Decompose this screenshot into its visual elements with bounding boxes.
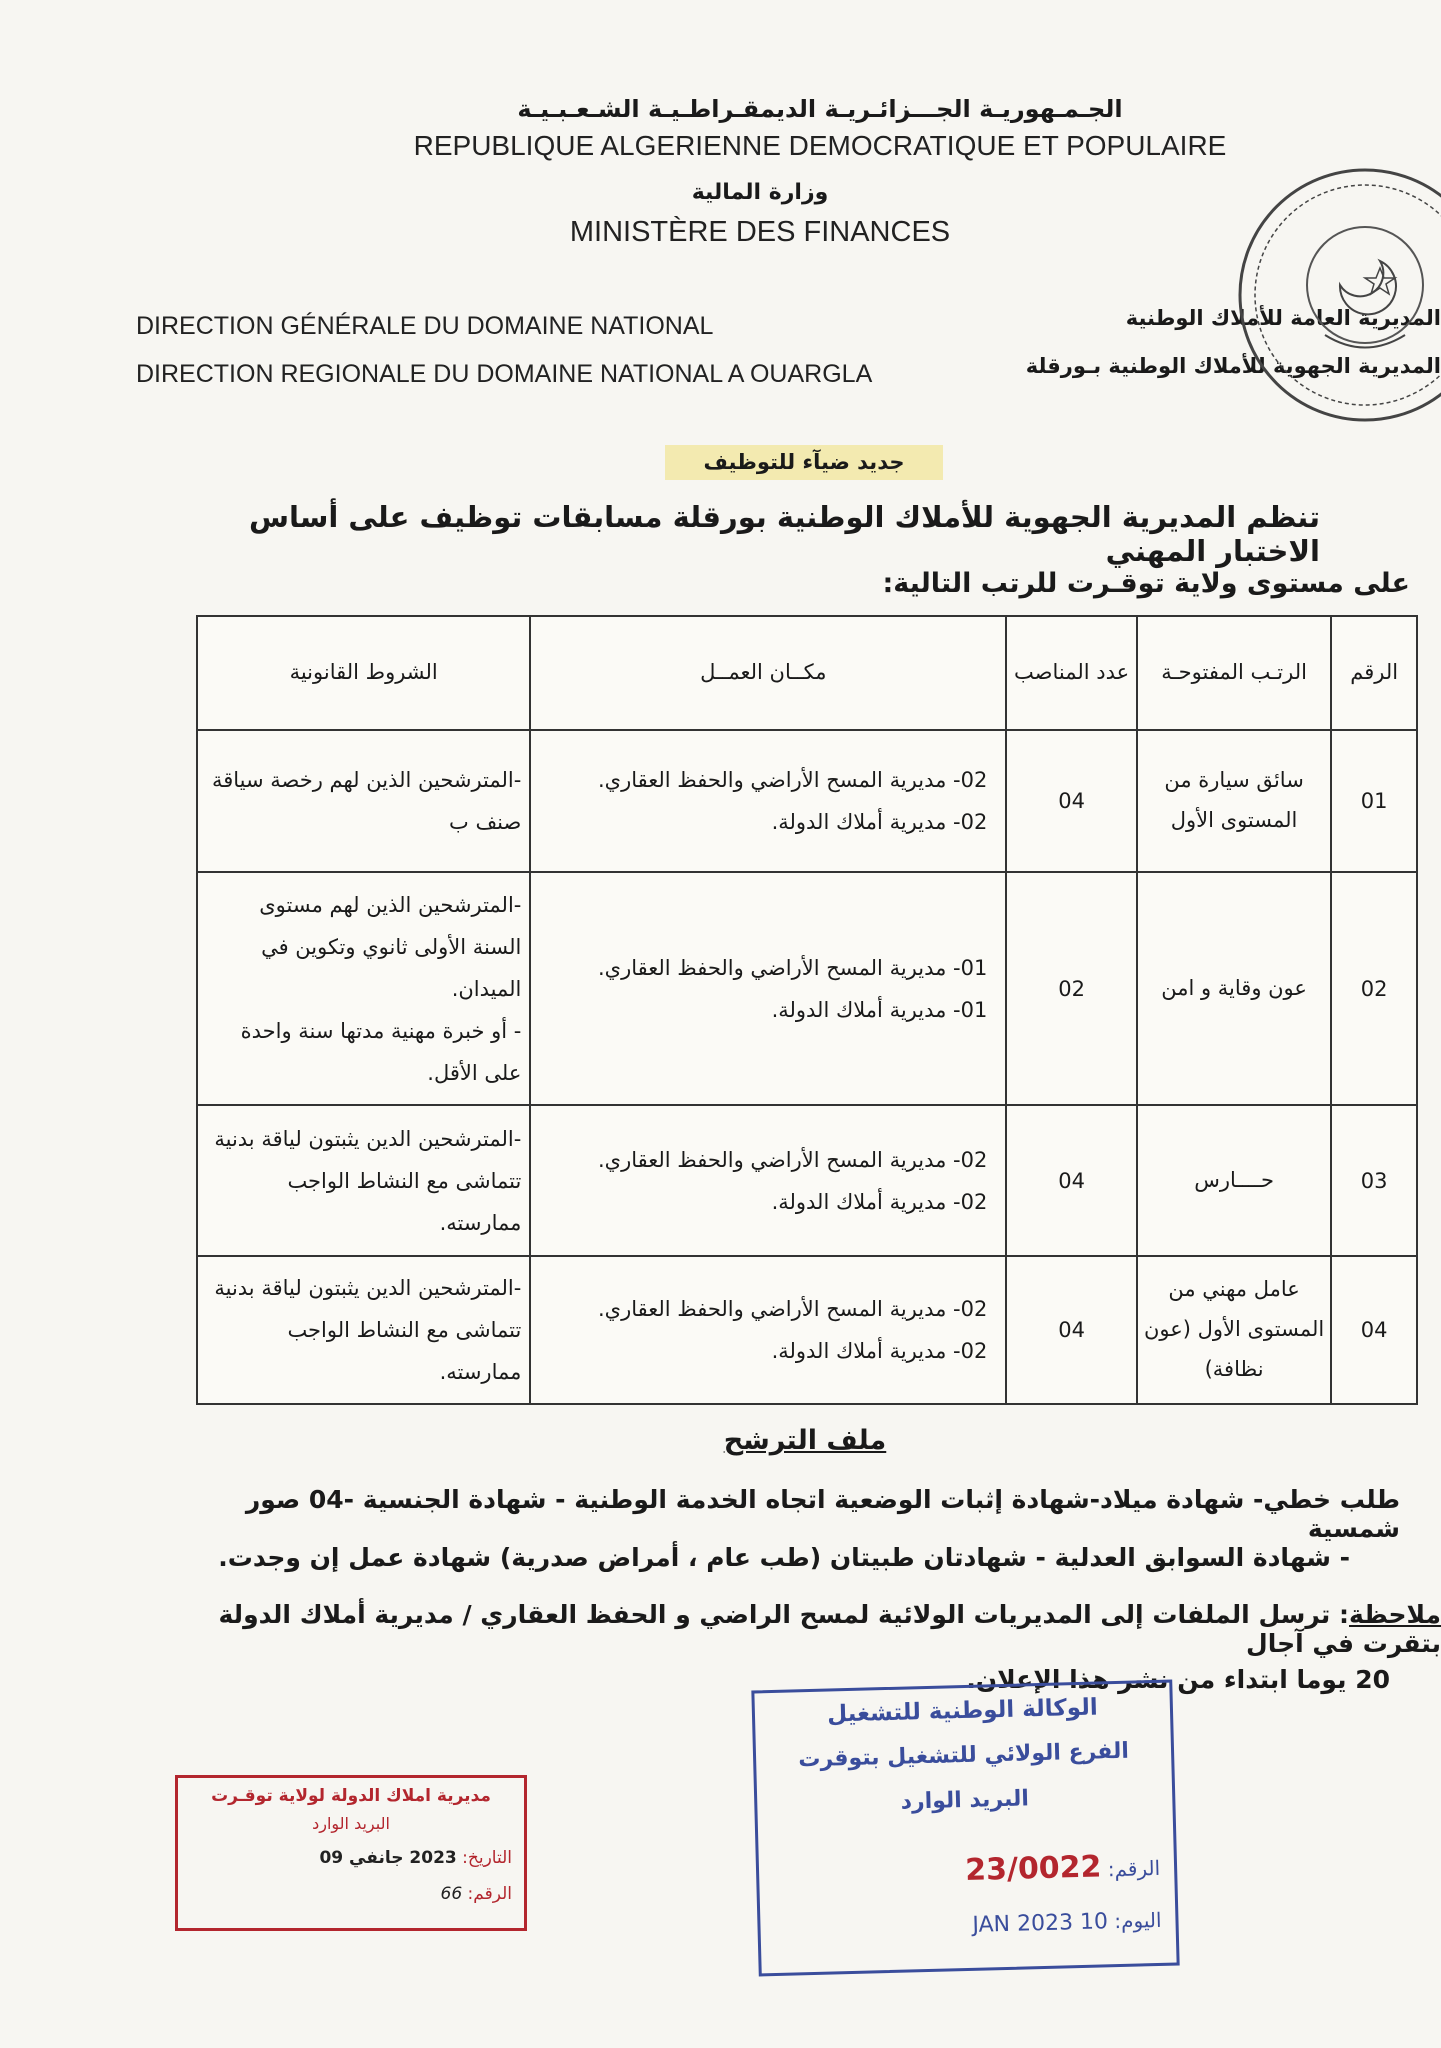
row-rank: حــــارس [1137, 1105, 1332, 1256]
stamp-red-num: 66 [440, 1884, 463, 1904]
stamp-blue-num: 23/0022 [964, 1849, 1102, 1889]
row-conditions: -المترشحين الذين لهم رخصة سياقة صنف ب [197, 730, 530, 872]
note-label: ملاحظة [1349, 1600, 1441, 1629]
dossier-title: ملف الترشح [723, 1425, 887, 1456]
place-line: 02- مديرية المسح الأراضي والحفظ العقاري. [597, 768, 988, 792]
stamp-red-mail: البريد الوارد [312, 1814, 390, 1833]
row-count: 04 [1006, 730, 1136, 872]
employment-agency-stamp-blue [751, 1680, 1179, 1977]
header-count: عدد المناصب [1006, 616, 1136, 730]
stamp-blue-date: 10 JAN 2023 [972, 1909, 1109, 1938]
row-rank: عامل مهني من المستوى الأول (عون نظافة) [1137, 1256, 1332, 1404]
table-row [197, 872, 1417, 1105]
ministry-title-fr: MINISTÈRE DES FINANCES [569, 216, 951, 248]
incoming-mail-stamp-red [175, 1775, 527, 1931]
row-conditions: -المترشحين الدين يثبتون لياقة بدنية تتماشى مع النشاط الواجب ممارسته. [197, 1105, 530, 1256]
stamp-red-org: مديرية املاك الدولة لولاية توقـرت [211, 1786, 491, 1806]
dossier-line-1: طلب خطي- شهادة ميلاد-شهادة إثبات الوضعية اتجاه الخدمة الوطنية - شهادة الجنسية -04 صور شمسية [245, 1485, 1400, 1543]
direction-general-fr: DIRECTION GÉNÉRALE DU DOMAINE NATIONAL [136, 312, 714, 340]
place-line: 02- مديرية أملاك الدولة. [771, 810, 988, 834]
row-num: 01 [1331, 730, 1417, 872]
note-text: : ترسل الملفات إلى المديريات الولائية لمسح الراضي و الحفظ العقاري / مديرية أملاك الدولة بتقرت في آجال [218, 1600, 1441, 1658]
official-seal-icon [1230, 160, 1441, 430]
header-conditions: الشروط القانونية [197, 616, 530, 730]
row-conditions: -المترشحين الدين يثبتون لياقة بدنية تتماشى مع النشاط الواجب ممارسته. [197, 1256, 530, 1404]
row-count: 02 [1006, 872, 1136, 1105]
header-num: الرقم [1331, 616, 1417, 730]
place-line: 02- مديرية أملاك الدولة. [771, 1189, 988, 1214]
direction-regional-fr: DIRECTION REGIONALE DU DOMAINE NATIONAL A OUARGLA [136, 360, 873, 388]
row-count: 04 [1006, 1256, 1136, 1404]
place-line: 01- مديرية المسح الأراضي والحفظ العقاري. [597, 955, 988, 980]
place-line: 01- مديرية أملاك الدولة. [771, 997, 988, 1022]
stamp-blue-agency: الوكالة الوطنية للتشغيل [826, 1694, 1099, 1728]
row-count: 04 [1006, 1105, 1136, 1256]
note-line-2: 20 يوما ابتداء من نشر هذا الإعلان. [966, 1665, 1390, 1694]
condition-line: - أو خبرة مهنية مدتها سنة واحدة على الأقل. [240, 1018, 522, 1085]
stamp-red-num-label: الرقم: [467, 1884, 512, 1904]
row-place [530, 1256, 1006, 1404]
stamp-blue-date-label: اليوم: [1114, 1907, 1162, 1934]
source-banner: جديد ضيآء للتوظيف [665, 445, 943, 480]
stamp-blue-num-label: الرقم: [1107, 1855, 1161, 1882]
intro-line-1: تنظم المديرية الجهوية للأملاك الوطنية بورقلة مسابقات توظيف على أساس الاختبار المهني [248, 500, 1320, 568]
table-header-row [197, 616, 1417, 730]
positions-table [196, 615, 1418, 1405]
row-place [530, 1105, 1006, 1256]
place-line: 02- مديرية المسح الأراضي والحفظ العقاري. [597, 1297, 988, 1321]
ministry-title-ar: وزارة المالية [691, 180, 829, 205]
stamp-blue-mail: البريد الوارد [900, 1786, 1030, 1815]
row-num: 04 [1331, 1256, 1417, 1404]
row-conditions [197, 872, 530, 1105]
row-place [530, 872, 1006, 1105]
place-line: 02- مديرية المسح الأراضي والحفظ العقاري. [597, 1147, 988, 1172]
row-num: 03 [1331, 1105, 1417, 1256]
row-rank: سائق سيارة من المستوى الأول [1137, 730, 1332, 872]
row-place [530, 730, 1006, 872]
table-row [197, 730, 1417, 872]
direction-general-ar: المديرية العامة للأملاك الوطنية [1125, 306, 1441, 330]
row-num: 02 [1331, 872, 1417, 1105]
stamp-red-date: 2023 جانفي 09 [319, 1848, 457, 1868]
header-rank: الرتـب المفتوحـة [1137, 616, 1332, 730]
stamp-red-date-label: التاريخ: [462, 1848, 512, 1868]
republic-title-ar: الجـمـهوريـة الجـــزائـريـة الديمقـراطـيـة الشـعـبـيـة [517, 95, 1123, 123]
row-rank: عون وقاية و امن [1137, 872, 1332, 1105]
republic-title-fr: REPUBLIQUE ALGERIENNE DEMOCRATIQUE ET POPULAIRE [413, 130, 1227, 161]
place-line: 02- مديرية أملاك الدولة. [771, 1339, 988, 1363]
condition-line: -المترشحين الذين لهم مستوى السنة الأولى ثانوي وتكوين في الميدان. [259, 892, 522, 1001]
stamp-blue-branch: الفرع الولائي للتشغيل بتوقرت [797, 1738, 1130, 1773]
note-line-1 [150, 1600, 1441, 1658]
table-row [197, 1105, 1417, 1256]
dossier-line-2: - شهادة السوابق العدلية - شهادتان طبيتان (طب عام ، أمراض صدرية) شهادة عمل إن وجدت. [218, 1543, 1350, 1572]
intro-line-2: على مستوى ولاية توقـرت للرتب التالية: [882, 568, 1410, 599]
table-row [197, 1256, 1417, 1404]
header-place: مكــان العمــل [530, 616, 1006, 730]
direction-regional-ar: المديرية الجهوية للأملاك الوطنية بـورقلة [1025, 354, 1441, 378]
